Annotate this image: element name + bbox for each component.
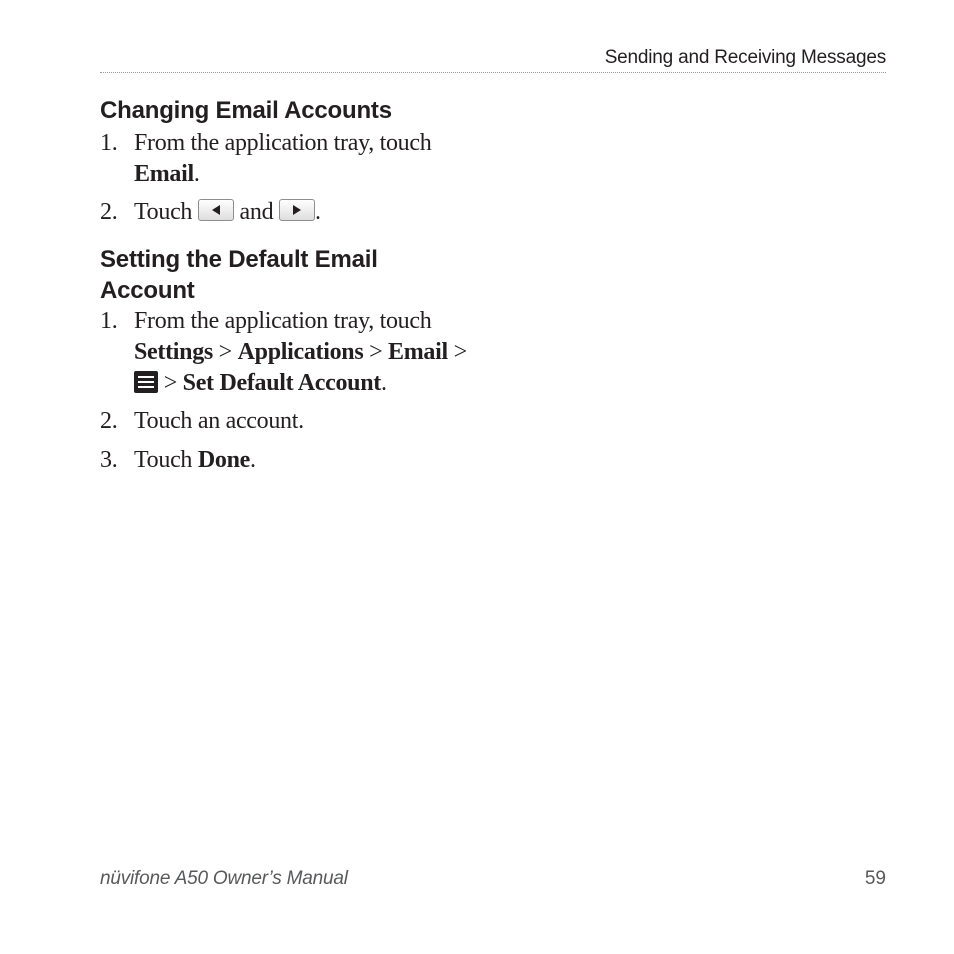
step-number: 2. — [100, 408, 118, 434]
punctuation: . — [249, 447, 256, 473]
step-number: 2. — [100, 199, 118, 225]
bold-term-done: Done — [197, 447, 250, 473]
heading-changing-email-accounts: Changing Email Accounts — [100, 97, 392, 124]
running-header: Sending and Receiving Messages — [604, 47, 886, 68]
left-arrow-button-icon — [198, 199, 234, 221]
bold-term-set-default-account: Set Default Account — [182, 370, 381, 396]
step-text: From the application tray, touch — [134, 130, 432, 156]
step-text-and: and — [239, 199, 274, 225]
separator: > — [163, 370, 177, 396]
list-item — [100, 406, 520, 437]
list-item — [100, 128, 520, 190]
bold-term-email: Email — [388, 339, 448, 365]
footer-manual-title: nüvifone A50 Owner’s Manual — [100, 868, 348, 889]
bold-term-settings: Settings — [134, 339, 213, 365]
separator: > — [218, 339, 232, 365]
heading-line: Setting the Default Email — [100, 246, 378, 273]
page-number: 59 — [864, 868, 886, 889]
punctuation: . — [315, 199, 321, 225]
step-text: Touch an account. — [134, 408, 304, 434]
step-number: 3. — [100, 447, 118, 473]
separator: > — [369, 339, 383, 365]
list-item — [100, 306, 520, 399]
step-text: Touch — [134, 199, 193, 225]
step-text: From the application tray, touch — [134, 308, 432, 334]
heading-line: Account — [100, 277, 195, 304]
bold-term-email: Email — [134, 161, 194, 187]
separator: > — [453, 339, 467, 365]
step-number: 1. — [100, 130, 118, 156]
punctuation: . — [380, 370, 387, 396]
list-item — [100, 197, 520, 228]
list-item — [100, 445, 520, 476]
step-text: Touch — [134, 447, 193, 473]
header-divider — [100, 72, 886, 73]
right-arrow-button-icon — [279, 199, 315, 221]
menu-icon — [134, 371, 158, 393]
punctuation: . — [193, 161, 200, 187]
heading-setting-default-email-account — [100, 244, 378, 306]
bold-term-applications: Applications — [237, 339, 364, 365]
step-number: 1. — [100, 308, 118, 334]
